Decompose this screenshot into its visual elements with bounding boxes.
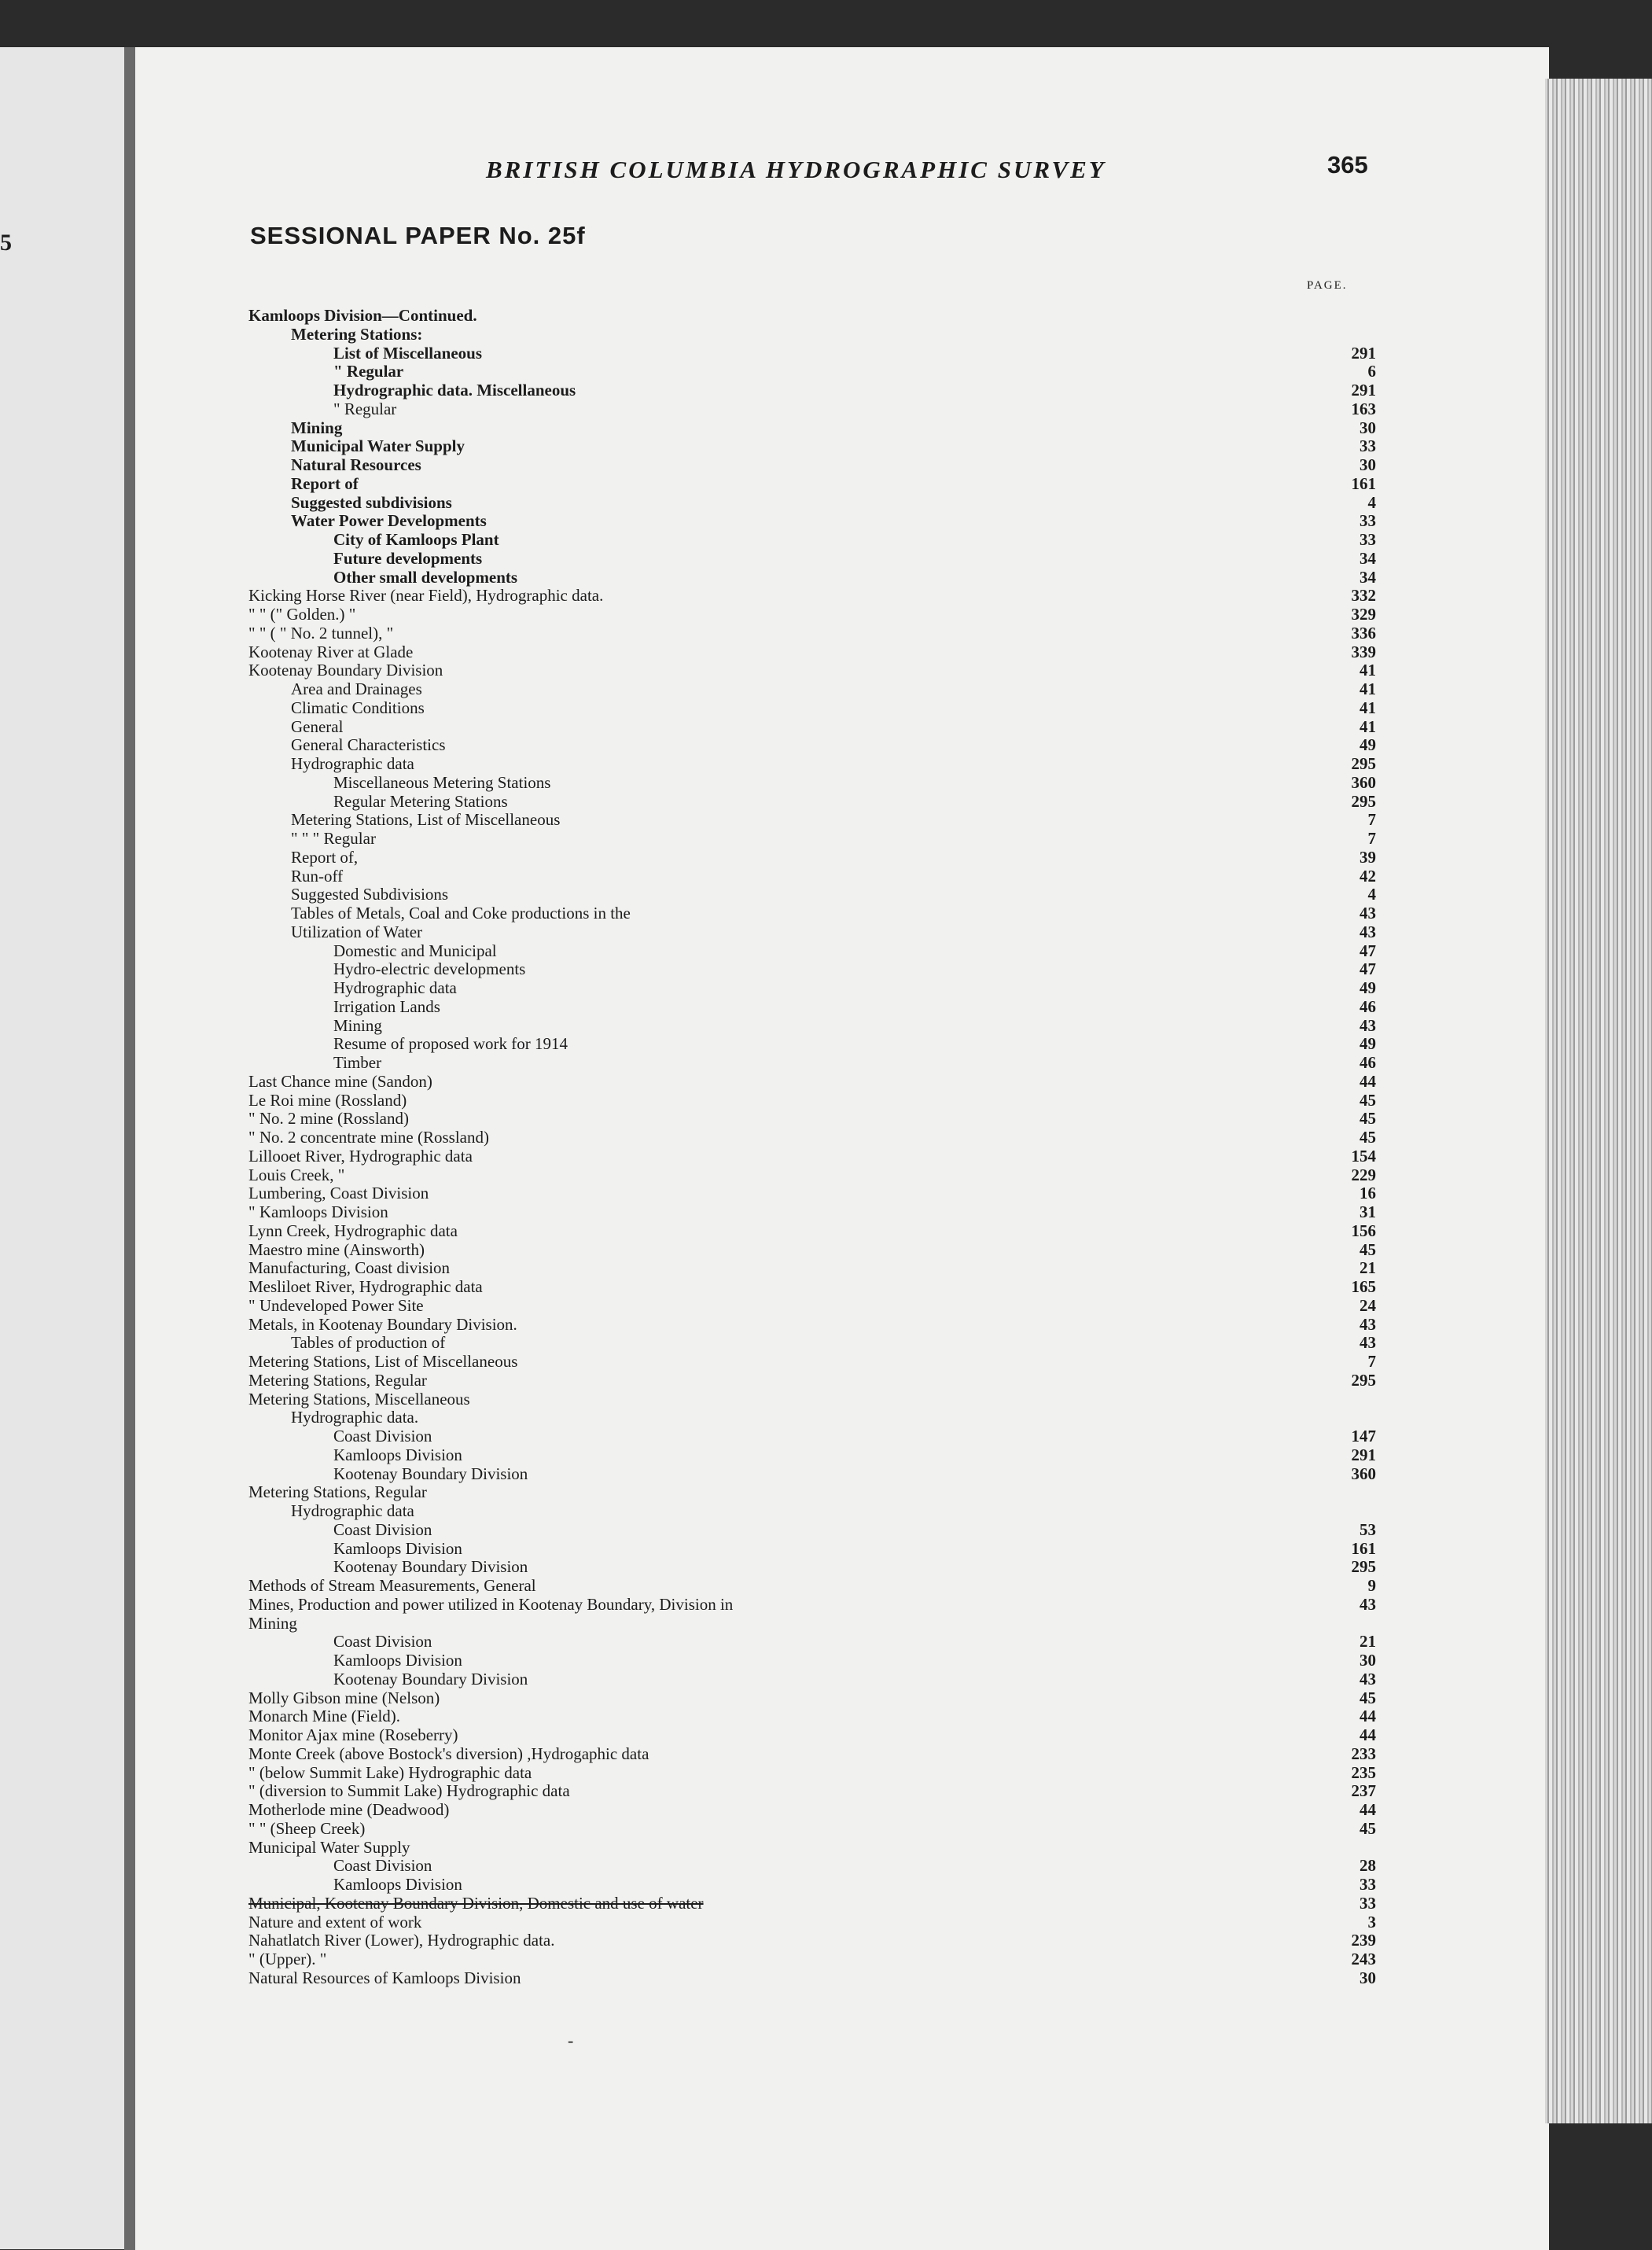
entry-page-number: 28 [1359,1856,1376,1876]
index-entry [248,344,1376,363]
index-entry [248,1147,1376,1166]
index-entry [248,1259,1376,1278]
entry-page-number: 45 [1359,1239,1376,1259]
entry-text: Kamloops Division [333,1445,462,1464]
entry-text: General Characteristics [291,735,446,755]
index-entry [248,1017,1376,1036]
index-entry [248,456,1376,475]
index-entry [248,1913,1376,1932]
entry-text: " No. 2 mine (Rossland) [248,1109,409,1129]
entry-page-number: 47 [1359,941,1376,960]
entry-text: Resume of proposed work for 1914 [333,1034,568,1054]
entry-page-number: 360 [1351,1464,1376,1483]
page-number: 365 [1327,151,1368,179]
entry-page-number: 41 [1359,661,1376,680]
entry-page-number: 9 [1367,1576,1376,1595]
entry-text: Tables of Metals, Coal and Coke productions in the [291,904,631,922]
entry-text: Metering Stations, Regular [248,1482,427,1502]
entry-text: Lillooet River, Hydrographic data [248,1146,473,1166]
entry-text: Kootenay Boundary Division [333,1557,528,1577]
entry-page-number: 30 [1359,1651,1376,1670]
index-entry [248,550,1376,569]
index-entry [248,326,1376,344]
entry-text: Le Roi mine (Rossland) [248,1090,407,1110]
entry-page-number: 46 [1359,1053,1376,1072]
index-entry [248,475,1376,494]
entry-page-number: 45 [1359,1818,1376,1838]
entry-page-number: 43 [1359,922,1376,941]
index-entry [248,1241,1376,1260]
index-entry [248,1950,1376,1969]
entry-page-number: 30 [1359,1968,1376,1987]
index-entry [248,1782,1376,1801]
index-entry [248,1278,1376,1297]
entry-text: Mining [248,1613,297,1633]
entry-page-number: 295 [1351,1557,1376,1577]
entry-text: Area and Drainages [291,679,422,698]
index-entry [248,1652,1376,1670]
index-entry [248,1222,1376,1241]
index-entry [248,1297,1376,1316]
entry-page-number: 161 [1351,1538,1376,1558]
entry-page-number: 243 [1351,1950,1376,1968]
entry-text: " " ( " No. 2 tunnel), " [248,623,394,643]
index-entry [248,811,1376,830]
entry-page-number: 291 [1351,343,1376,363]
index-entry [248,979,1376,998]
index-entry [248,1596,1376,1615]
entry-page-number: 161 [1351,473,1376,493]
entry-page-number: 44 [1359,1800,1376,1819]
entry-text: Municipal, Kootenay Boundary Division, Domestic and use of water [248,1893,704,1913]
index-entry [248,736,1376,755]
entry-text: Future developments [333,548,483,568]
index-entry [248,661,1376,680]
entry-page-number: 43 [1359,1314,1376,1334]
entry-text: Utilization of Water [291,922,423,941]
entry-text: Hydro-electric developments [333,959,526,979]
index-entry [248,1707,1376,1726]
index-entry [248,1558,1376,1577]
index-entry [248,1857,1376,1876]
index-entry [248,680,1376,699]
index-entry [248,867,1376,886]
entry-text: " Regular [333,399,397,418]
page-stack-edge [1545,79,1652,2123]
index-entry [248,587,1376,606]
entry-text: Coast Division [333,1856,432,1876]
index-entry [248,1409,1376,1427]
entry-page-number: 154 [1351,1146,1376,1166]
entry-text: Natural Resources [291,455,421,474]
entry-text: Miscellaneous Metering Stations [333,772,551,792]
index-entry [248,1633,1376,1652]
entry-page-number: 45 [1359,1688,1376,1707]
entry-page-number: 49 [1359,978,1376,997]
index-entry [248,400,1376,419]
index-entry [248,886,1376,904]
entry-text: Metering Stations, Miscellaneous [248,1389,470,1409]
index-entry [248,1184,1376,1203]
entry-page-number: 4 [1367,885,1376,904]
entry-text: Report of [291,473,359,493]
entry-text: Monarch Mine (Field). [248,1707,401,1726]
index-entry [248,699,1376,718]
index-entry [248,1446,1376,1465]
entry-text: Metering Stations: [291,324,423,344]
index-entry [248,1334,1376,1353]
index-entry [248,1092,1376,1110]
index-entry [248,923,1376,942]
entry-page-number: 339 [1351,642,1376,661]
entry-text: Irrigation Lands [333,996,440,1016]
index-entry [248,643,1376,662]
entry-text: Climatic Conditions [291,698,425,717]
entry-page-number: 24 [1359,1295,1376,1315]
index-entry [248,1372,1376,1390]
index-entry [248,1483,1376,1502]
entry-page-number: 239 [1351,1931,1376,1950]
entry-page-number: 6 [1367,362,1376,381]
index-entry [248,1689,1376,1708]
entry-page-number: 7 [1367,1352,1376,1371]
index-list [248,307,1376,1988]
entry-text: Water Power Developments [291,511,487,531]
entry-text: Hydrographic data. [291,1408,419,1427]
entry-page-number: 33 [1359,530,1376,549]
index-entry [248,1465,1376,1484]
entry-page-number: 43 [1359,1669,1376,1688]
entry-page-number: 295 [1351,754,1376,773]
entry-text: Monte Creek (above Bostock's diversion) ,Hydrogaphic data [248,1744,649,1763]
index-entry [248,774,1376,793]
entry-text: Nature and extent of work [248,1912,422,1931]
entry-page-number: 31 [1359,1202,1376,1221]
entry-text: Tables of production of [291,1333,446,1353]
index-entry [248,1577,1376,1596]
entry-text: " " (Sheep Creek) [248,1818,366,1838]
entry-text: " (below Summit Lake) Hydrographic data [248,1762,532,1782]
entry-text: " " (" Golden.) " [248,605,356,624]
index-entry [248,494,1376,513]
entry-page-number: 41 [1359,679,1376,698]
index-entry [248,1726,1376,1745]
entry-text: Louis Creek, " [248,1165,345,1184]
index-entry [248,1615,1376,1633]
index-entry [248,1166,1376,1185]
entry-page-number: 41 [1359,716,1376,736]
index-entry [248,381,1376,400]
entry-text: " " " Regular [291,829,376,848]
entry-text: Monitor Ajax mine (Roseberry) [248,1725,458,1744]
index-entry [248,363,1376,381]
entry-page-number: 45 [1359,1128,1376,1147]
entry-text: Kamloops Division [333,1538,462,1558]
entry-text: Mining [291,418,343,437]
entry-text: Metering Stations, List of Miscellaneous [248,1352,518,1371]
entry-text: " (Upper). " [248,1950,327,1968]
index-entry [248,1316,1376,1335]
entry-page-number: 47 [1359,959,1376,979]
entry-page-number: 329 [1351,605,1376,624]
index-entry [248,1521,1376,1540]
index-entry [248,830,1376,849]
entry-page-number: 44 [1359,1707,1376,1726]
page-column-heading: PAGE. [1307,279,1348,292]
index-entry [248,960,1376,979]
index-entry [248,531,1376,550]
index-entry [248,1502,1376,1521]
entry-text: Manufacturing, Coast division [248,1258,451,1278]
index-entry [248,419,1376,438]
index-entry [248,1427,1376,1446]
entry-text: " (diversion to Summit Lake) Hydrographic data [248,1781,570,1801]
entry-text: Natural Resources of Kamloops Division [248,1968,521,1987]
entry-text: Suggested Subdivisions [291,885,449,904]
entry-text: Mines, Production and power utilized in Kootenay Boundary, Division in [248,1594,734,1614]
entry-page-number: 295 [1351,791,1376,811]
index-entry [248,1876,1376,1895]
entry-page-number: 44 [1359,1725,1376,1744]
index-entry [248,569,1376,587]
entry-page-number: 30 [1359,418,1376,437]
index-entry [248,718,1376,737]
entry-text: Kootenay Boundary Division [333,1669,528,1688]
footer-mark: - [568,2031,574,2050]
entry-text: Suggested subdivisions [291,492,452,512]
index-entry [248,512,1376,531]
index-entry [248,1895,1376,1913]
gutter-shadow [124,47,135,2250]
entry-page-number: 49 [1359,1034,1376,1054]
index-entry [248,624,1376,643]
index-entry [248,904,1376,923]
entry-page-number: 44 [1359,1071,1376,1091]
entry-page-number: 291 [1351,1445,1376,1464]
entry-text: Kootenay Boundary Division [248,661,443,680]
entry-page-number: 295 [1351,1370,1376,1390]
index-entry [248,437,1376,456]
entry-page-number: 147 [1351,1427,1376,1445]
entry-page-number: 163 [1351,399,1376,418]
index-entry [248,606,1376,624]
entry-text: Hydrographic data [333,978,457,997]
entry-text: " No. 2 concentrate mine (Rossland) [248,1128,489,1147]
entry-page-number: 53 [1359,1519,1376,1539]
entry-text: Mining [333,1015,382,1035]
entry-text: Coast Division [333,1632,432,1652]
entry-text: Municipal Water Supply [248,1837,410,1857]
entry-page-number: 42 [1359,866,1376,886]
entry-page-number: 156 [1351,1221,1376,1240]
index-entry [248,1764,1376,1783]
index-entry [248,1801,1376,1820]
entry-text: Molly Gibson mine (Nelson) [248,1688,440,1707]
index-entry [248,1110,1376,1129]
index-entry [248,1073,1376,1092]
entry-page-number: 46 [1359,996,1376,1016]
index-entry [248,1839,1376,1858]
entry-text: Other small developments [333,567,518,587]
entry-text: Kootenay Boundary Division [333,1464,528,1483]
entry-text: City of Kamloops Plant [333,530,499,549]
entry-page-number: 45 [1359,1090,1376,1110]
running-head: BRITISH COLUMBIA HYDROGRAPHIC SURVEY [486,156,1106,183]
entry-page-number: 33 [1359,436,1376,456]
entry-text: List of Miscellaneous [333,343,482,363]
index-entry [248,1203,1376,1222]
entry-page-number: 336 [1351,623,1376,643]
index-entry [248,1540,1376,1559]
entry-page-number: 235 [1351,1762,1376,1782]
entry-page-number: 34 [1359,548,1376,568]
index-entry [248,1931,1376,1950]
entry-page-number: 21 [1359,1632,1376,1652]
entry-text: Kamloops Division—Continued. [248,306,477,325]
entry-page-number: 33 [1359,511,1376,531]
entry-page-number: 4 [1367,492,1376,512]
entry-text: Report of, [291,847,359,867]
index-entry [248,307,1376,326]
index-entry [248,849,1376,867]
entry-text: Maestro mine (Ainsworth) [248,1239,425,1259]
entry-page-number: 33 [1359,1893,1376,1913]
entry-text: Kicking Horse River (near Field), Hydrographic data. [248,586,604,606]
entry-page-number: 229 [1351,1165,1376,1184]
entry-page-number: 291 [1351,381,1376,400]
entry-text: Coast Division [333,1519,432,1539]
entry-text: Domestic and Municipal [333,941,497,960]
entry-page-number: 360 [1351,772,1376,792]
entry-text: Last Chance mine (Sandon) [248,1071,432,1091]
entry-text: Hydrographic data [291,754,414,773]
index-entry [248,998,1376,1017]
index-entry [248,1129,1376,1147]
entry-page-number: 39 [1359,847,1376,867]
entry-page-number: 43 [1359,1015,1376,1035]
index-entry [248,1820,1376,1839]
entry-text: Metals, in Kootenay Boundary Division. [248,1314,517,1334]
entry-page-number: 33 [1359,1875,1376,1894]
entry-text: Hydrographic data. Miscellaneous [333,381,576,400]
entry-text: Run-off [291,866,344,886]
index-entry [248,1670,1376,1689]
entry-page-number: 34 [1359,567,1376,587]
entry-page-number: 43 [1359,1594,1376,1614]
entry-page-number: 7 [1367,829,1376,848]
entry-page-number: 49 [1359,735,1376,755]
index-entry [248,1390,1376,1409]
entry-text: " Undeveloped Power Site [248,1295,424,1315]
entry-page-number: 237 [1351,1781,1376,1801]
index-entry [248,942,1376,961]
entry-text: Hydrographic data [291,1501,414,1520]
entry-page-number: 43 [1359,1333,1376,1353]
entry-text: Kootenay River at Glade [248,642,414,661]
entry-text: " Regular [333,362,404,381]
entry-page-number: 16 [1359,1184,1376,1203]
entry-text: Methods of Stream Measurements, General [248,1576,536,1595]
entry-text: " Kamloops Division [248,1202,388,1221]
entry-page-number: 332 [1351,586,1376,606]
entry-page-number: 165 [1351,1277,1376,1296]
entry-page-number: 233 [1351,1744,1376,1763]
entry-text: Lumbering, Coast Division [248,1184,429,1203]
index-entry [248,1035,1376,1054]
index-entry [248,1745,1376,1764]
entry-text: Timber [333,1053,382,1072]
entry-text: Kamloops Division [333,1875,462,1894]
entry-page-number: 41 [1359,698,1376,717]
entry-text: Municipal Water Supply [291,436,465,456]
entry-text: Lynn Creek, Hydrographic data [248,1221,458,1240]
entry-page-number: 43 [1359,904,1376,922]
entry-text: General [291,716,344,736]
entry-text: Motherlode mine (Deadwood) [248,1800,450,1819]
entry-page-number: 45 [1359,1109,1376,1129]
entry-page-number: 30 [1359,455,1376,474]
entry-text: Coast Division [333,1427,432,1445]
left-page-corner-number: 5 [0,230,12,256]
sessional-paper-title: SESSIONAL PAPER No. 25f [250,222,586,249]
entry-page-number: 7 [1367,810,1376,830]
entry-text: Metering Stations, List of Miscellaneous [291,810,561,830]
index-entry [248,1969,1376,1988]
index-entry [248,793,1376,812]
entry-text: Mesliloet River, Hydrographic data [248,1277,483,1296]
entry-page-number: 21 [1359,1258,1376,1278]
entry-text: Nahatlatch River (Lower), Hydrographic data. [248,1931,555,1950]
entry-text: Metering Stations, Regular [248,1370,427,1390]
entry-page-number: 3 [1367,1912,1376,1931]
index-entry [248,1353,1376,1372]
index-entry [248,755,1376,774]
entry-text: Kamloops Division [333,1651,462,1670]
index-entry [248,1054,1376,1073]
entry-text: Regular Metering Stations [333,791,508,811]
